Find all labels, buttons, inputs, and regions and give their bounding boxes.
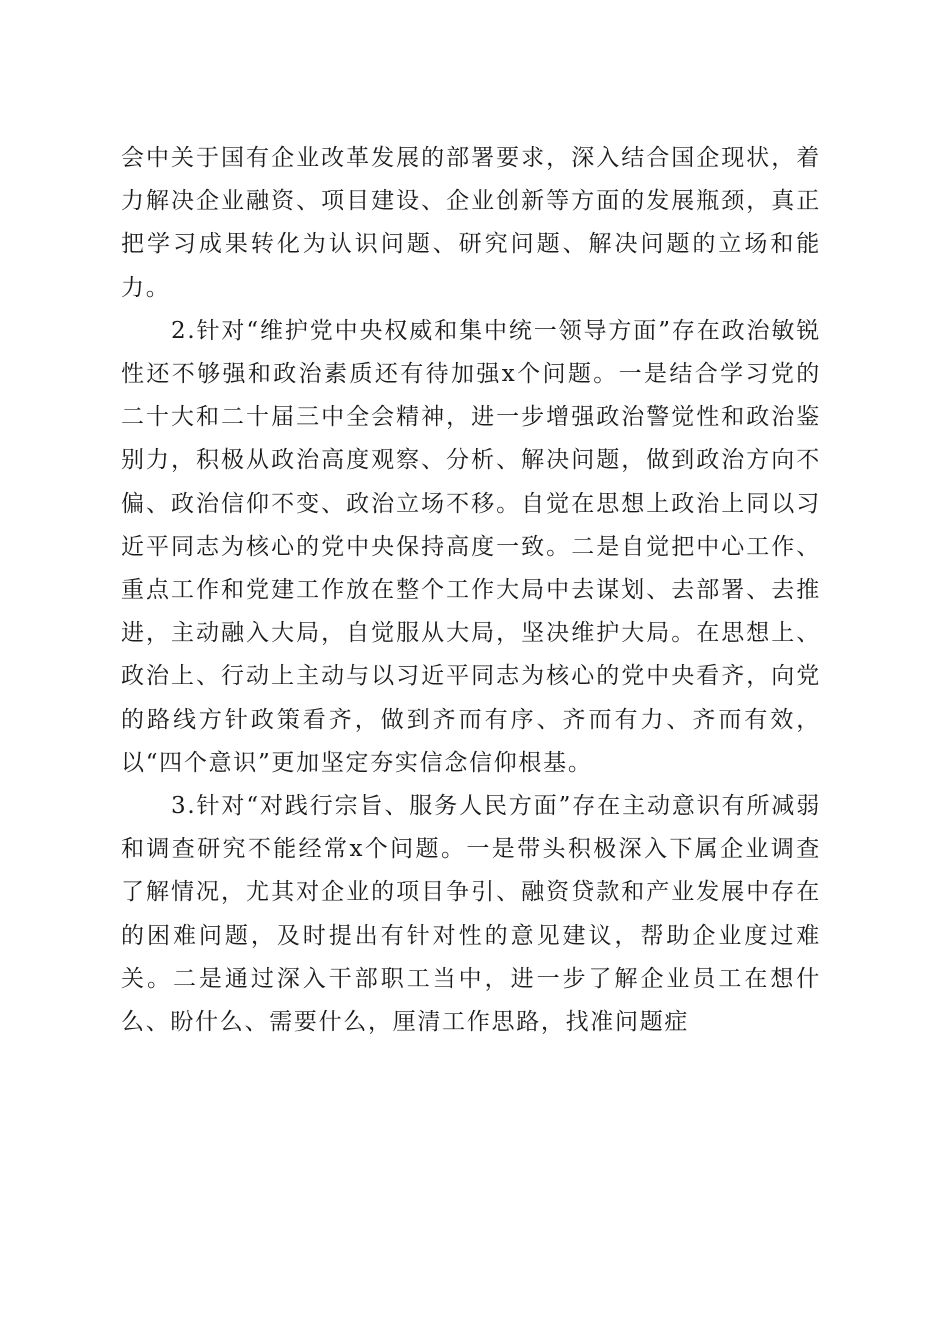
paragraph-1: 会中关于国有企业改革发展的部署要求，深入结合国企现状，着力解决企业融资、项目建设、企业创新等方面的发展瓶颈，真正把学习成果转化为认识问题、研究问题、解决问题的立场和能力。	[121, 145, 821, 301]
paragraph-2: 2.针对“维护党中央权威和集中统一领导方面”存在政治敏锐性还不够强和政治素质还有待加强x个问题。一是结合学习党的二十大和二十届三中全会精神，进一步增强政治警觉性和政治鉴别力，积极从政治高度观察、分析、解决问题，做到政治方向不偏、政治信仰不变、政治立场不移。自觉在思想上政治上同以习近平同志为核心的党中央保持高度一致。二是自觉把中心工作、重点工作和党建工作放在整个工作大局中去谋划、去部署、去推进，主动融入大局，自觉服从大局，坚决维护大局。在思想上、政治上、行动上主动与以习近平同志为核心的党中央看齐，向党的路线方针政策看齐，做到齐而有序、齐而有力、齐而有效，以“四个意识”更加坚定夯实信念信仰根基。	[121, 317, 821, 776]
document-body	[121, 137, 821, 1044]
paragraph-3: 3.针对“对践行宗旨、服务人民方面”存在主动意识有所减弱和调查研究不能经常x个问题。一是带头积极深入下属企业调查了解情况，尤其对企业的项目争引、融资贷款和产业发展中存在的困难问题，及时提出有针对性的意见建议，帮助企业度过难关。二是通过深入干部职工当中，进一步了解企业员工在想什么、盼什么、需要什么，厘清工作思路，找准问题症	[121, 793, 821, 1036]
